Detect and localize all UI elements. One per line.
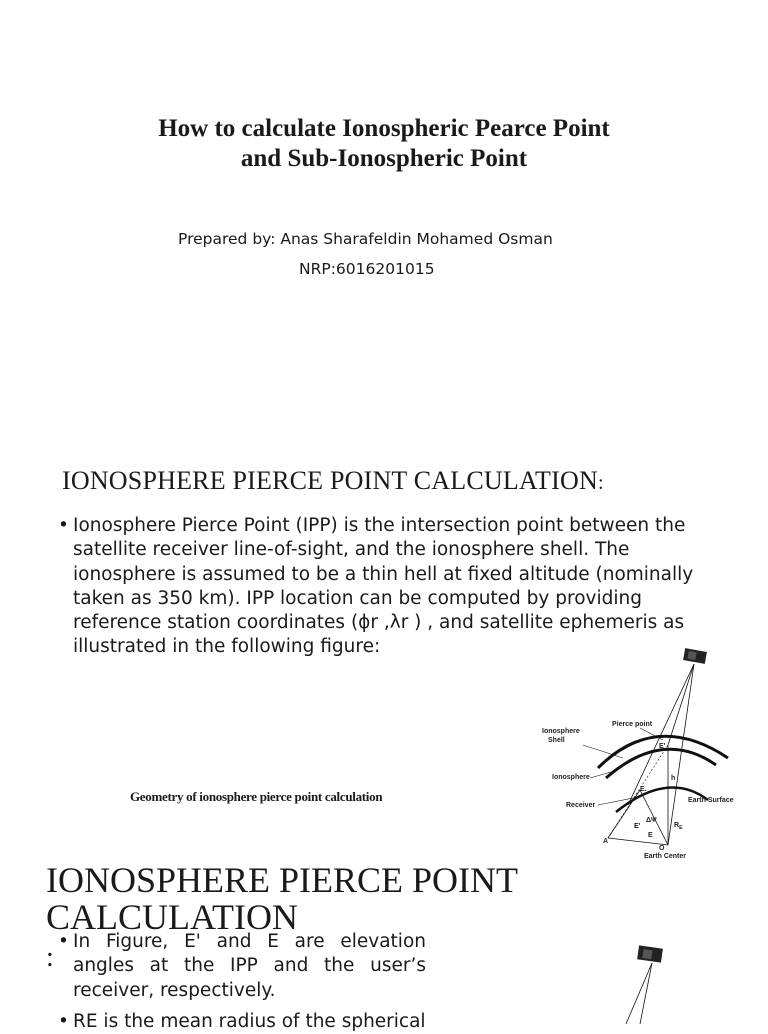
satellite-icon xyxy=(637,945,663,962)
title-line-1: How to calculate Ionospheric Pearce Point xyxy=(158,115,610,142)
line-to-pierce-point xyxy=(640,963,652,1024)
ionosphere-shell-inner xyxy=(606,749,716,778)
section-heading-colon: : xyxy=(597,472,604,494)
bullet-ipp-definition xyxy=(58,514,698,660)
label-receiver: Receiver xyxy=(566,802,596,809)
label-earth-center: Earth Center xyxy=(644,853,687,860)
bullet-dot: • xyxy=(58,515,69,536)
label-a: A xyxy=(603,838,609,845)
pointer-ionosphere xyxy=(590,770,618,778)
bullet-text: RE is the mean radius of the spherical xyxy=(73,1011,426,1032)
heading-2-colon: : xyxy=(46,942,54,973)
line-to-pierce-point xyxy=(668,664,694,745)
bullet-dot: • xyxy=(58,1011,69,1032)
label-ionosphere-shell-1: Ionosphere xyxy=(542,728,580,735)
bullet-mean-radius xyxy=(58,1010,426,1034)
label-h: h xyxy=(671,775,676,782)
label-pierce-point: Pierce point xyxy=(612,721,653,728)
ionosphere-shell-outer xyxy=(598,736,728,768)
label-e-dot: E. xyxy=(640,786,647,793)
ipp-geometry-figure xyxy=(528,640,768,870)
satellite-figure-2 xyxy=(560,935,710,1024)
label-re-main: R xyxy=(674,822,680,829)
label-re-sub: E xyxy=(679,825,683,831)
heading-2-line-2-text: CALCULATION xyxy=(46,897,298,937)
bullet-text: Ionosphere Pierce Point (IPP) is the intersection point between the satellite receiver line-of-sight, and the ionosphere shell. The ionosphere is assumed to be a thin hell at fixed altitude (nominally taken as 350 km). IPP location can be computed by providing reference station coordinates (ϕr ,λr ) , and satellite ephemeris as illustrated in the following figure: xyxy=(73,515,694,658)
label-delta-psi: ΔΨ xyxy=(646,817,657,824)
figure-caption: Geometry of ionosphere pierce point calculation xyxy=(130,789,383,804)
title-line-2: and Sub-Ionospheric Point xyxy=(240,145,528,172)
presentation-title xyxy=(0,114,768,174)
label-e-prime: E' xyxy=(634,823,641,830)
label-e-prime-top: E' xyxy=(659,743,666,750)
label-re xyxy=(674,822,683,831)
bullet-text: In Figure, E' and E are elevation angles at the IPP and the user’s receiver, respectively. xyxy=(73,931,426,1001)
section-heading xyxy=(62,466,604,496)
label-e: E xyxy=(648,832,653,839)
section-heading-text: IONOSPHERE PIERCE POINT CALCULATION xyxy=(62,466,598,495)
bullet-elevation-angles xyxy=(58,930,426,1003)
heading-2-line-1: IONOSPHERE PIERCE POINT xyxy=(46,860,519,900)
author-line: Prepared by: Anas Sharafeldin Mohamed Osman xyxy=(178,230,553,248)
label-ionosphere: Ionosphere xyxy=(552,774,590,781)
satellite-icon xyxy=(683,648,707,664)
line-of-sight xyxy=(626,963,652,1024)
label-ionosphere-shell-2: Shell xyxy=(548,737,565,744)
label-earth-surface: Earth Surface xyxy=(688,797,734,804)
nrp-line: NRP:6016201015 xyxy=(299,260,435,278)
bullet-dot: • xyxy=(58,931,69,952)
line-a-o xyxy=(608,838,668,845)
label-o: O xyxy=(659,845,665,852)
